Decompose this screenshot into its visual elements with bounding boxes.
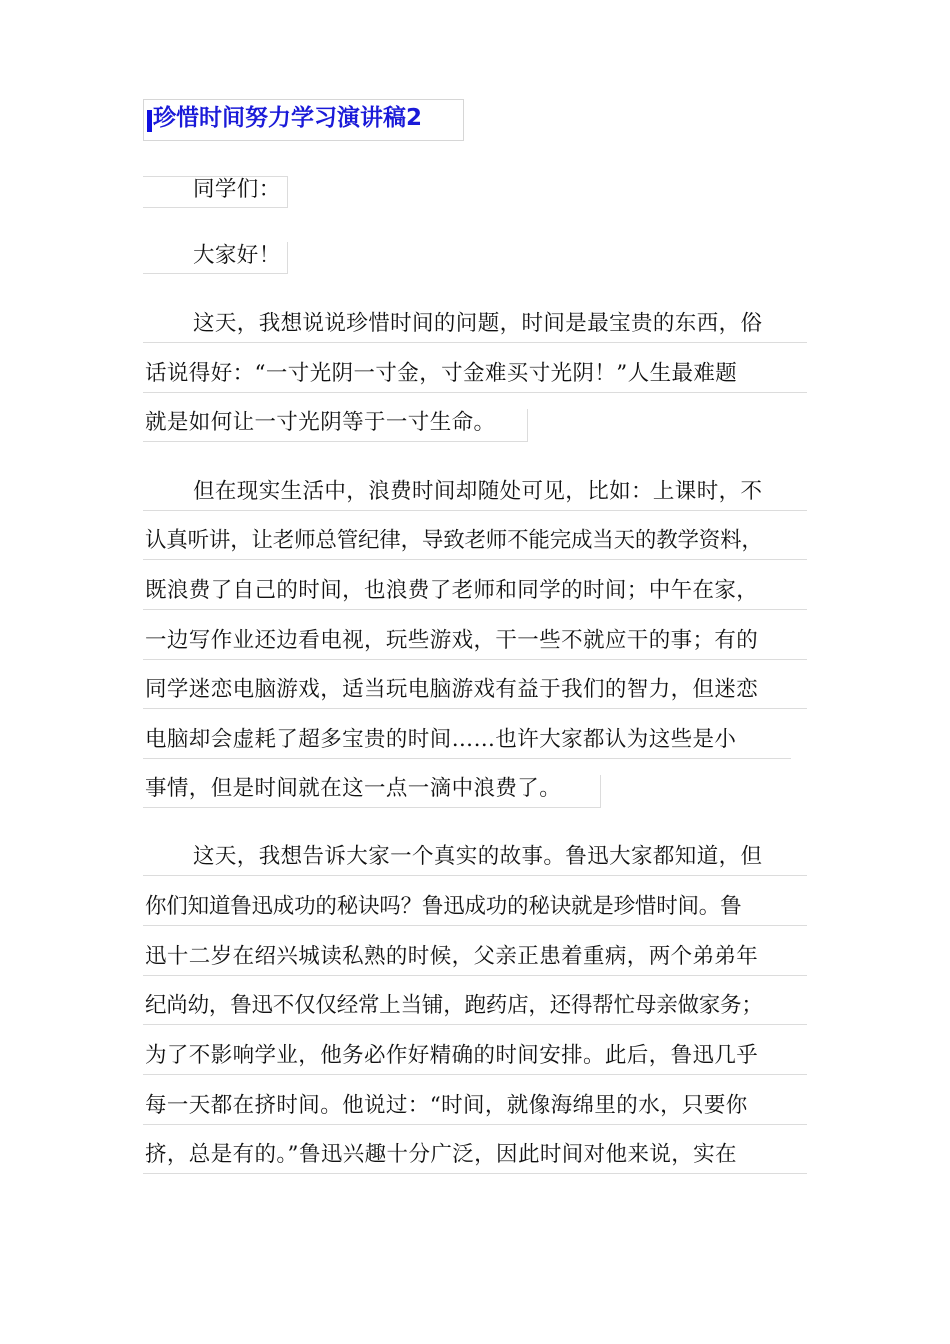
paragraph-line: 认真听讲，让老师总管纪律，导致老师不能完成当天的教学资料， bbox=[145, 528, 763, 553]
line-underline bbox=[143, 441, 527, 442]
line-underline bbox=[143, 609, 807, 610]
heading-marker bbox=[147, 110, 152, 132]
paragraph-line: 同学迷恋电脑游戏，适当玩电脑游戏有益于我们的智力，但迷恋 bbox=[145, 677, 759, 702]
line-underline bbox=[143, 807, 600, 808]
line-underline bbox=[143, 342, 807, 343]
line-underline bbox=[143, 273, 287, 274]
line-underline bbox=[143, 1074, 807, 1075]
paragraph-line: 为了不影响学业，他务必作好精确的时间安排。此后，鲁迅几乎 bbox=[145, 1043, 759, 1068]
paragraph-line: 挤，总是有的。”鲁迅兴趣十分广泛，因此时间对他来说，实在 bbox=[145, 1142, 737, 1167]
line-underline bbox=[143, 875, 807, 876]
paragraph-line: 每一天都在挤时间。他说过：“时间，就像海绵里的水，只要你 bbox=[145, 1093, 748, 1118]
line-underline bbox=[143, 659, 807, 660]
line-underline bbox=[143, 559, 807, 560]
paragraph-line: 这天，我想说说珍惜时间的问题，时间是最宝贵的东西，俗 bbox=[193, 311, 763, 336]
line-underline bbox=[143, 708, 807, 709]
paragraph-line: 一边写作业还边看电视，玩些游戏，干一些不就应干的事；有的 bbox=[145, 628, 759, 653]
paragraph-line: 既浪费了自己的时间，也浪费了老师和同学的时间；中午在家， bbox=[145, 578, 759, 603]
line-underline bbox=[143, 1173, 807, 1174]
line-underline bbox=[143, 392, 807, 393]
line-underline bbox=[143, 510, 807, 511]
line-underline bbox=[143, 925, 807, 926]
line-underline bbox=[143, 1024, 807, 1025]
salutation-text: 大家好！ bbox=[193, 243, 281, 268]
paragraph-line: 纪尚幼，鲁迅不仅仅经常上当铺，跑药店，还得帮忙母亲做家务； bbox=[145, 993, 763, 1018]
paragraph-line: 这天，我想告诉大家一个真实的故事。鲁迅大家都知道，但 bbox=[193, 844, 763, 869]
line-underline bbox=[143, 758, 791, 759]
paragraph-line: 但在现实生活中，浪费时间却随处可见，比如：上课时，不 bbox=[193, 479, 763, 504]
line-frame-edge bbox=[527, 409, 528, 442]
document-title: 珍惜时间努力学习演讲稿2 bbox=[153, 105, 423, 131]
line-frame-edge bbox=[287, 242, 288, 274]
paragraph-line: 你们知道鲁迅成功的秘诀吗？鲁迅成功的秘诀就是珍惜时间。鲁 bbox=[145, 894, 742, 919]
line-frame-edge bbox=[600, 775, 601, 808]
line-underline bbox=[143, 975, 807, 976]
line-underline bbox=[143, 207, 287, 208]
paragraph-line: 事情，但是时间就在这一点一滴中浪费了。 bbox=[145, 776, 562, 801]
line-frame-edge bbox=[287, 176, 288, 208]
greeting-text: 同学们： bbox=[193, 177, 281, 202]
line-underline bbox=[143, 1124, 807, 1125]
paragraph-line: 电脑却会虚耗了超多宝贵的时间……也许大家都认为这些是小 bbox=[145, 727, 737, 752]
paragraph-line: 迅十二岁在绍兴城读私熟的时候，父亲正患着重病，两个弟弟年 bbox=[145, 944, 759, 969]
paragraph-line: 话说得好：“一寸光阴一寸金，寸金难买寸光阴！”人生最难题 bbox=[145, 361, 738, 386]
paragraph-line: 就是如何让一寸光阴等于一寸生命。 bbox=[145, 410, 496, 435]
